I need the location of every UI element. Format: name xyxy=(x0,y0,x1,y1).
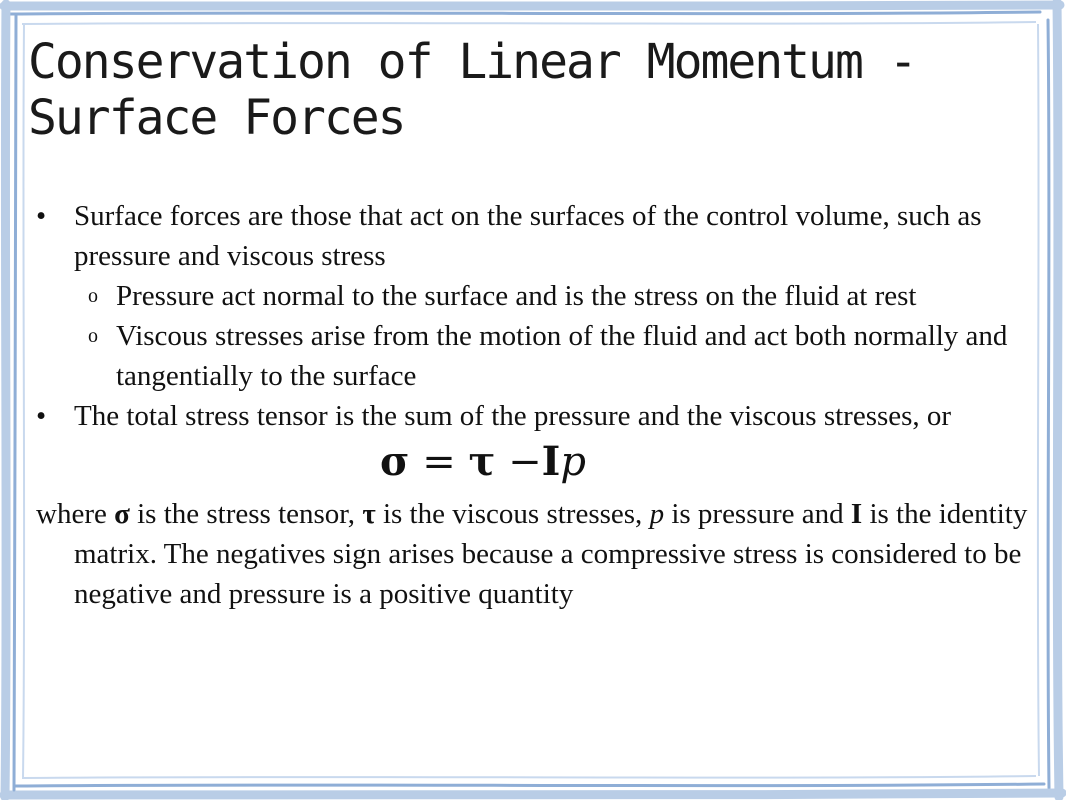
where-text: is pressure and xyxy=(664,498,851,530)
sub-bullet-circle-icon: o xyxy=(88,285,98,307)
sub-bullet-item xyxy=(36,276,1036,316)
where-text: is the viscous stresses, xyxy=(375,498,650,530)
equation-minus: − xyxy=(508,439,542,485)
equation-equals: = xyxy=(422,439,456,485)
equation-identity: I xyxy=(541,438,561,485)
equation-sigma: σ xyxy=(380,438,410,485)
bullet-text: Surface forces are those that act on the surfaces of the control volume, such as pressure and viscous stress xyxy=(74,200,982,272)
sub-bullet-item xyxy=(36,316,1036,396)
bullet-dot-icon: • xyxy=(36,400,47,432)
bullet-dot-icon: • xyxy=(36,200,47,232)
where-tau: τ xyxy=(362,498,376,530)
where-p: p xyxy=(649,498,665,530)
equation-p: p xyxy=(560,439,586,485)
where-text: where xyxy=(36,498,115,530)
where-identity: I xyxy=(850,498,863,530)
sub-bullet-text: Viscous stresses arise from the motion of the fluid and act both normally and tangentially to the surface xyxy=(116,320,1008,392)
bullet-item xyxy=(36,396,1036,436)
sub-bullet-text: Pressure act normal to the surface and is the stress on the fluid at rest xyxy=(116,280,917,312)
bullet-text: The total stress tensor is the sum of the pressure and the viscous stresses, or xyxy=(74,400,952,432)
equation-tau: τ xyxy=(468,438,496,485)
where-sigma: σ xyxy=(114,498,130,530)
stress-tensor-equation xyxy=(36,436,1036,494)
slide-body xyxy=(36,196,1036,614)
where-text: is the identity matrix. The negatives sign arises because a compressive stress is considered to be negative and pressure is a positive quantity xyxy=(74,498,1028,610)
where-paragraph xyxy=(36,494,1036,614)
slide-title: Conservation of Linear Momentum - Surface Forces xyxy=(28,34,916,146)
bullet-item xyxy=(36,196,1036,276)
where-text: is the stress tensor, xyxy=(129,498,363,530)
sub-bullet-circle-icon: o xyxy=(88,325,98,347)
